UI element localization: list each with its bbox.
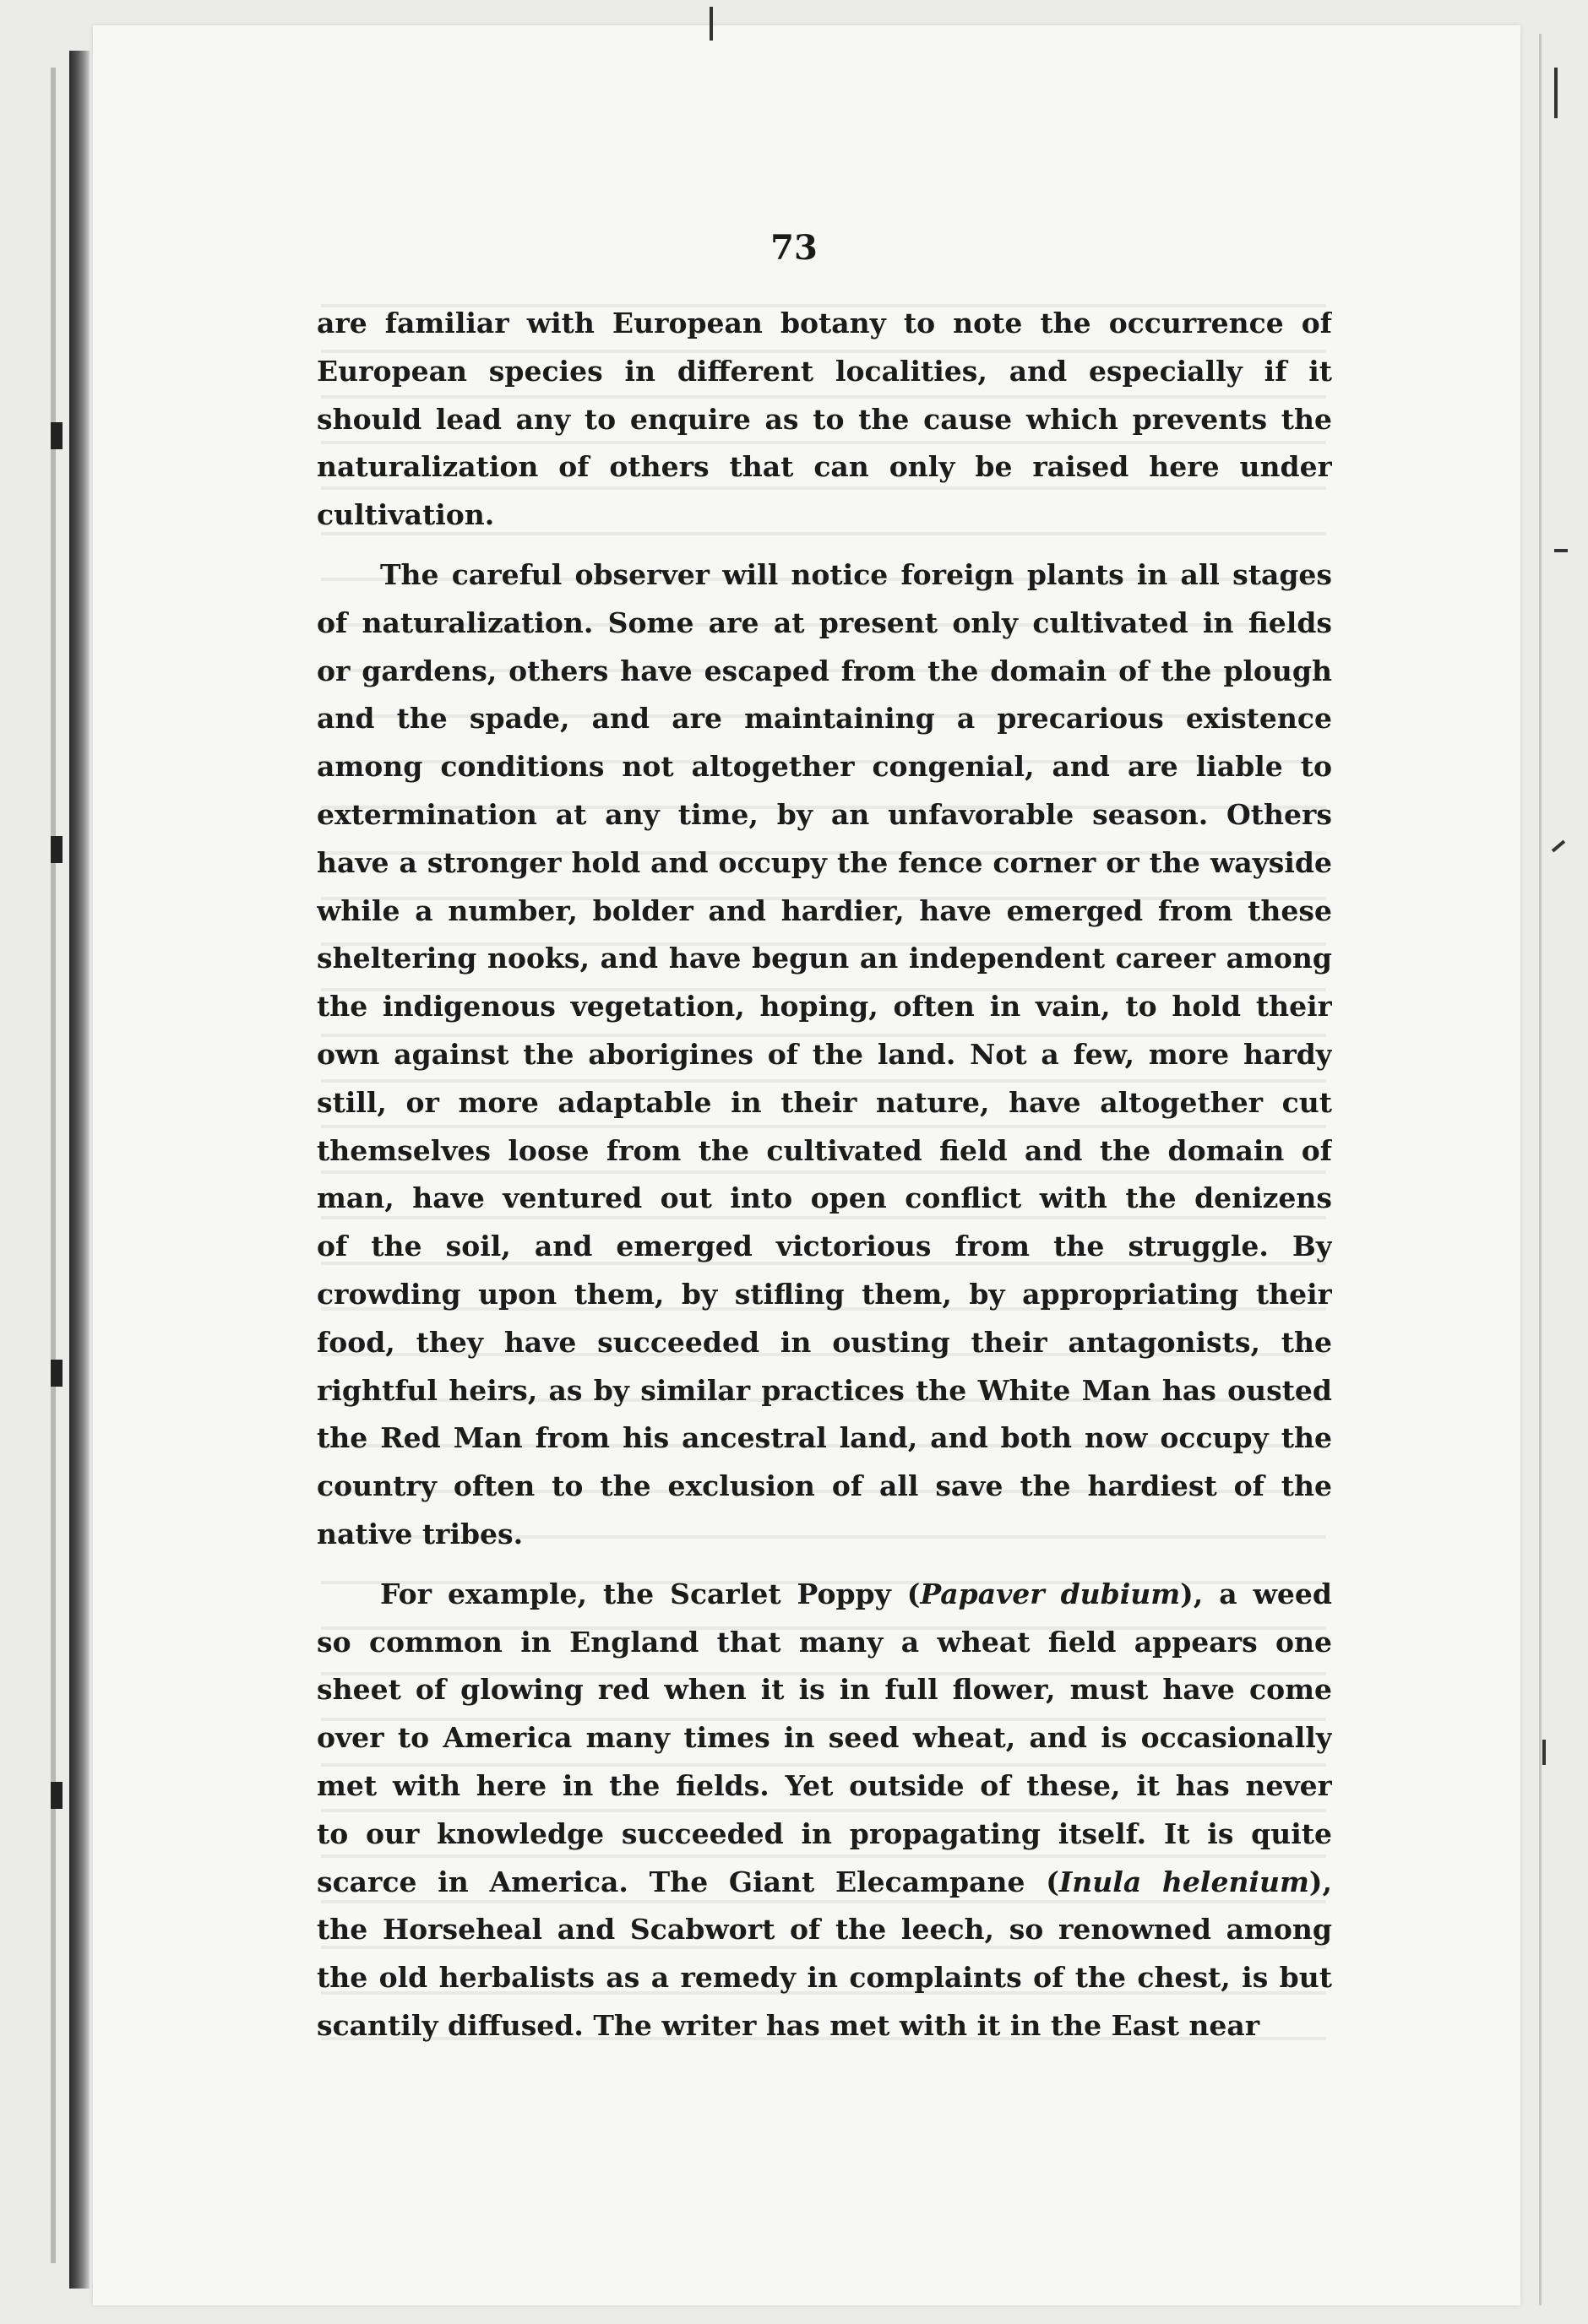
text-line: sheet of glowing red when it is in full flower, must have come [317,1673,1332,1707]
binding-stitch [51,836,63,863]
text-line: cultivation. [317,498,495,532]
text-line: are familiar with European botany to note the occurrence of [317,307,1332,339]
text-line: man, have ventured out into open conflict with the denizens [317,1181,1332,1215]
text-line: or gardens, others have escaped from the domain of the plough [317,654,1332,687]
edge-mark [1542,1740,1546,1765]
text-line: have a stronger hold and occupy the fence corner or the wayside [317,845,1332,879]
text-line: crowding upon them, by stifling them, by appropriating their [317,1277,1332,1311]
text-line: among conditions not altogether congenial, and are liable to [317,750,1332,784]
text-line: country often to the exclusion of all save the hardiest of the [317,1469,1332,1503]
book-spine-shadow [69,51,90,2289]
text-line: The careful observer will notice foreign plants in all stages [380,557,1332,591]
text-line: of the soil, and emerged victorious from the struggle. By [317,1230,1332,1263]
text-line: scarce in America. The Giant Elecampane (Inula helenium), [317,1865,1332,1898]
text-line: naturalization of others that can only be raised here under [317,450,1332,484]
text-line: native tribes. [317,1517,524,1550]
text-line: to our knowledge succeeded in propagating itself. It is quite [317,1816,1332,1850]
text-line: the indigenous vegetation, hoping, often in vain, to hold their [317,990,1332,1024]
text-line: extermination at any time, by an unfavorable season. Others [317,797,1332,831]
body-text [317,300,1332,2062]
binding-edge [51,68,56,2263]
text-line: still, or more adaptable in their nature, have altogether cut [317,1085,1332,1119]
paragraph [317,300,1332,540]
edge-mark [1552,840,1565,853]
binding-stitch [51,422,63,449]
binding-stitch [51,1782,63,1809]
page-number: 73 [770,228,818,268]
text-line: own against the aborigines of the land. Not a few, more hardy [317,1037,1332,1071]
text-line: should lead any to enquire as to the cause which prevents the [317,402,1332,436]
text-line: while a number, bolder and hardier, have emerged from these [317,893,1332,927]
text-line: and the spade, and are maintaining a precarious existence [317,702,1332,736]
text-line: food, they have succeeded in ousting their antagonists, the [317,1325,1332,1359]
text-line: of naturalization. Some are at present only cultivated in fields [317,605,1332,639]
text-line: sheltering nooks, and have begun an independent career among [317,942,1332,975]
page-right-edge [1539,34,1542,2305]
text-line: the Horseheal and Scabwort of the leech, so renowned among [317,1913,1332,1947]
paragraph [317,1571,1332,2050]
paragraph [317,551,1332,1559]
edge-mark [1554,68,1558,118]
text-line: so common in England that many a wheat field appears one [317,1625,1332,1659]
text-line: For example, the Scarlet Poppy (Papaver dubium), a weed [380,1577,1332,1610]
edge-mark [710,7,713,41]
text-line: the old herbalists as a remedy in complaints of the chest, is but [317,1961,1332,1995]
binding-stitch [51,1360,63,1387]
edge-mark [1554,549,1568,552]
text-line: rightful heirs, as by similar practices the White Man has ousted [317,1373,1332,1407]
text-line: themselves loose from the cultivated field and the domain of [317,1133,1332,1167]
text-line: over to America many times in seed wheat, and is occasionally [317,1721,1332,1755]
text-line: met with here in the fields. Yet outside of these, it has never [317,1768,1332,1802]
text-line: European species in different localities, and especially if it [317,354,1332,388]
text-line: scantily diffused. The writer has met with it in the East near [317,2008,1260,2042]
text-line: the Red Man from his ancestral land, and both now occupy the [317,1421,1332,1455]
